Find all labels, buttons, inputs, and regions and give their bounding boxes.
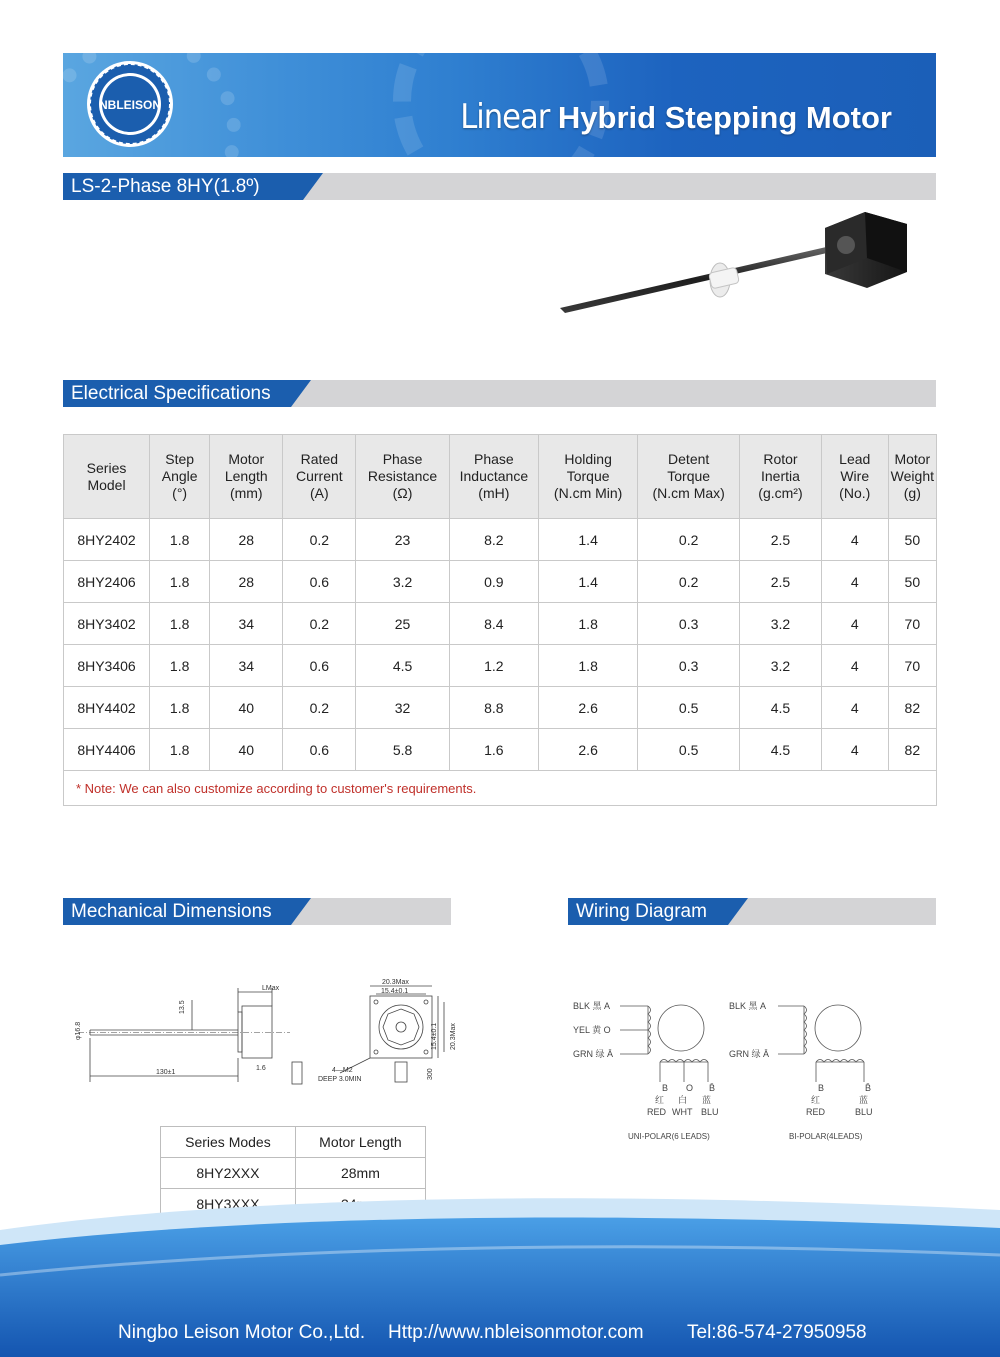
col-rotor-inertia: Rotor Inertia (g.cm²) bbox=[740, 435, 822, 519]
cell: 0.2 bbox=[283, 603, 356, 645]
col-phase-inductance: Phase Inductance (mH) bbox=[449, 435, 538, 519]
cell: 25 bbox=[356, 603, 449, 645]
cell: 50 bbox=[888, 519, 936, 561]
cell: 1.8 bbox=[150, 687, 210, 729]
cell: 1.4 bbox=[539, 519, 638, 561]
wire-label: 白 bbox=[678, 1095, 688, 1105]
wire-label: 蓝 bbox=[702, 1095, 712, 1105]
cell: 34 bbox=[210, 603, 283, 645]
dim-label: LMax bbox=[262, 985, 280, 992]
wire-label: RED bbox=[647, 1107, 667, 1117]
wire-label: BLK 黑 A bbox=[573, 1001, 611, 1011]
cell: 82 bbox=[888, 729, 936, 771]
table-row bbox=[64, 519, 937, 561]
website-link[interactable]: Http://www.nbleisonmotor.com bbox=[388, 1322, 644, 1343]
telephone: Tel:86-574-27950958 bbox=[687, 1322, 867, 1343]
col-motor-length: Motor Length (mm) bbox=[210, 435, 283, 519]
table-header-row bbox=[64, 435, 937, 519]
company-name: Ningbo Leison Motor Co.,Ltd. bbox=[118, 1322, 366, 1343]
cell: 4.5 bbox=[740, 729, 822, 771]
cell: 2.5 bbox=[740, 519, 822, 561]
wire-label: 蓝 bbox=[859, 1095, 869, 1105]
table-row bbox=[64, 729, 937, 771]
cell: 0.3 bbox=[638, 645, 740, 687]
cell: 0.2 bbox=[283, 687, 356, 729]
wire-label: B bbox=[818, 1083, 825, 1093]
col-phase-resistance: Phase Resistance (Ω) bbox=[356, 435, 449, 519]
electrical-spec-table bbox=[63, 434, 937, 806]
cell: 4 bbox=[821, 645, 888, 687]
cell: 4 bbox=[821, 561, 888, 603]
section-electrical bbox=[63, 380, 936, 407]
cell: 8.8 bbox=[449, 687, 538, 729]
cell: 8HY4402 bbox=[64, 687, 150, 729]
cell: 50 bbox=[888, 561, 936, 603]
dim-label: DEEP 3.0MIN bbox=[318, 1076, 362, 1083]
wire-label: B̄ bbox=[709, 1083, 716, 1093]
cell: 0.6 bbox=[283, 645, 356, 687]
cell: 28mm bbox=[295, 1158, 425, 1189]
dim-label: 15.4±0.1 bbox=[381, 988, 409, 995]
col-lead-wire: Lead Wire (No.) bbox=[821, 435, 888, 519]
cell: 8HY4406 bbox=[64, 729, 150, 771]
wire-label: O bbox=[686, 1083, 694, 1093]
wire-label: GRN 绿 Ā bbox=[573, 1049, 614, 1059]
cell: 0.5 bbox=[638, 729, 740, 771]
linear-motor-image bbox=[555, 210, 915, 320]
table-row bbox=[64, 687, 937, 729]
wire-label: YEL 黄 O bbox=[573, 1025, 611, 1035]
cell: 1.2 bbox=[449, 645, 538, 687]
cell: 34 bbox=[210, 645, 283, 687]
customization-note: * Note: We can also customize according to customer's requirements. bbox=[64, 771, 937, 806]
wire-label: 红 bbox=[655, 1095, 665, 1105]
table-row bbox=[64, 561, 937, 603]
cell: 2.5 bbox=[740, 561, 822, 603]
table-row bbox=[161, 1158, 426, 1189]
cell: 8.4 bbox=[449, 603, 538, 645]
table-row bbox=[64, 603, 937, 645]
section-title: Mechanical Dimensions bbox=[63, 898, 291, 925]
wire-label: B bbox=[662, 1083, 669, 1093]
section-mechanical bbox=[63, 898, 451, 925]
cell: 1.8 bbox=[150, 519, 210, 561]
section-title: LS-2-Phase 8HY(1.8º) bbox=[63, 173, 303, 200]
wire-label: BLU bbox=[855, 1107, 873, 1117]
col-step-angle: Step Angle (°) bbox=[150, 435, 210, 519]
cell: 40 bbox=[210, 687, 283, 729]
header-banner bbox=[63, 53, 936, 157]
wire-label: 红 bbox=[811, 1095, 821, 1105]
cell: 28 bbox=[210, 561, 283, 603]
wire-label: GRN 绿 Ā bbox=[729, 1049, 770, 1059]
section-wiring bbox=[568, 898, 936, 925]
cell: 4 bbox=[821, 729, 888, 771]
cell: 4.5 bbox=[356, 645, 449, 687]
wire-label: BLK 黑 A bbox=[729, 1001, 767, 1011]
dim-label: 300 bbox=[427, 1068, 434, 1080]
wire-label: B̄ bbox=[865, 1083, 872, 1093]
page-title: Linear Hybrid Stepping Motor bbox=[460, 97, 892, 137]
col-holding-torque: Holding Torque (N.cm Min) bbox=[539, 435, 638, 519]
cell: 1.4 bbox=[539, 561, 638, 603]
cell: 23 bbox=[356, 519, 449, 561]
cell: 8HY3402 bbox=[64, 603, 150, 645]
cell: 0.9 bbox=[449, 561, 538, 603]
wiring-caption: UNI-POLAR(6 LEADS) bbox=[628, 1132, 710, 1141]
wire-label: WHT bbox=[672, 1107, 693, 1117]
cell: 0.2 bbox=[283, 519, 356, 561]
cell: 40 bbox=[210, 729, 283, 771]
dim-label: 20.3Max bbox=[450, 1023, 457, 1050]
cell: 0.6 bbox=[283, 729, 356, 771]
cell: 0.5 bbox=[638, 687, 740, 729]
cell: 28 bbox=[210, 519, 283, 561]
section-product bbox=[63, 173, 936, 200]
cell: 8HY3XXX bbox=[161, 1189, 296, 1220]
cell: 1.8 bbox=[539, 645, 638, 687]
wiring-diagram bbox=[568, 990, 888, 1150]
section-title: Electrical Specifications bbox=[63, 380, 291, 407]
note-row bbox=[64, 771, 937, 806]
col-series-model: Series Model bbox=[64, 435, 150, 519]
dim-label: 20.3Max bbox=[382, 979, 409, 986]
cell: 2.6 bbox=[539, 687, 638, 729]
cell: 70 bbox=[888, 645, 936, 687]
dim-label: φ16.8 bbox=[75, 1021, 82, 1040]
cell: 4 bbox=[821, 519, 888, 561]
cell: 4 bbox=[821, 687, 888, 729]
cell: 8HY2402 bbox=[64, 519, 150, 561]
cell: 8HY2XXX bbox=[161, 1158, 296, 1189]
wiring-caption: BI-POLAR(4LEADS) bbox=[789, 1132, 863, 1141]
mechanical-drawing bbox=[70, 978, 457, 1093]
dim-label: 4—M2 bbox=[332, 1067, 353, 1074]
svg-text:NBLEISON: NBLEISON bbox=[98, 98, 162, 112]
cell: 8.2 bbox=[449, 519, 538, 561]
cell: 4 bbox=[821, 603, 888, 645]
company-logo bbox=[85, 59, 175, 149]
col-detent-torque: Detent Torque (N.cm Max) bbox=[638, 435, 740, 519]
cell: 82 bbox=[888, 687, 936, 729]
dim-label: 13.5 bbox=[179, 1000, 186, 1014]
section-title: Wiring Diagram bbox=[568, 898, 728, 925]
cell: 1.8 bbox=[150, 603, 210, 645]
cell: 1.6 bbox=[449, 729, 538, 771]
dim-label: 1.6 bbox=[256, 1065, 266, 1072]
cell: 3.2 bbox=[356, 561, 449, 603]
cell: 1.8 bbox=[150, 729, 210, 771]
cell: 70 bbox=[888, 603, 936, 645]
cell: 1.8 bbox=[539, 603, 638, 645]
col-motor-weight: Motor Weight (g) bbox=[888, 435, 936, 519]
cell: 0.3 bbox=[638, 603, 740, 645]
dim-label: 15.4±0.1 bbox=[431, 1022, 438, 1050]
table-header-row bbox=[161, 1127, 426, 1158]
wire-label: RED bbox=[806, 1107, 826, 1117]
cell: 32 bbox=[356, 687, 449, 729]
wire-label: BLU bbox=[701, 1107, 719, 1117]
cell: 5.8 bbox=[356, 729, 449, 771]
cell: 3.2 bbox=[740, 603, 822, 645]
dim-label: 130±1 bbox=[156, 1069, 176, 1076]
cell: 0.2 bbox=[638, 519, 740, 561]
col-motor-length: Motor Length bbox=[295, 1127, 425, 1158]
cell: 8HY2406 bbox=[64, 561, 150, 603]
col-rated-current: Rated Current (A) bbox=[283, 435, 356, 519]
cell: 3.2 bbox=[740, 645, 822, 687]
table-row bbox=[64, 645, 937, 687]
cell: 1.8 bbox=[150, 561, 210, 603]
cell: 2.6 bbox=[539, 729, 638, 771]
cell: 1.8 bbox=[150, 645, 210, 687]
cell: 0.2 bbox=[638, 561, 740, 603]
col-series-modes: Series Modes bbox=[161, 1127, 296, 1158]
cell: 8HY3406 bbox=[64, 645, 150, 687]
cell: 4.5 bbox=[740, 687, 822, 729]
cell: 0.6 bbox=[283, 561, 356, 603]
